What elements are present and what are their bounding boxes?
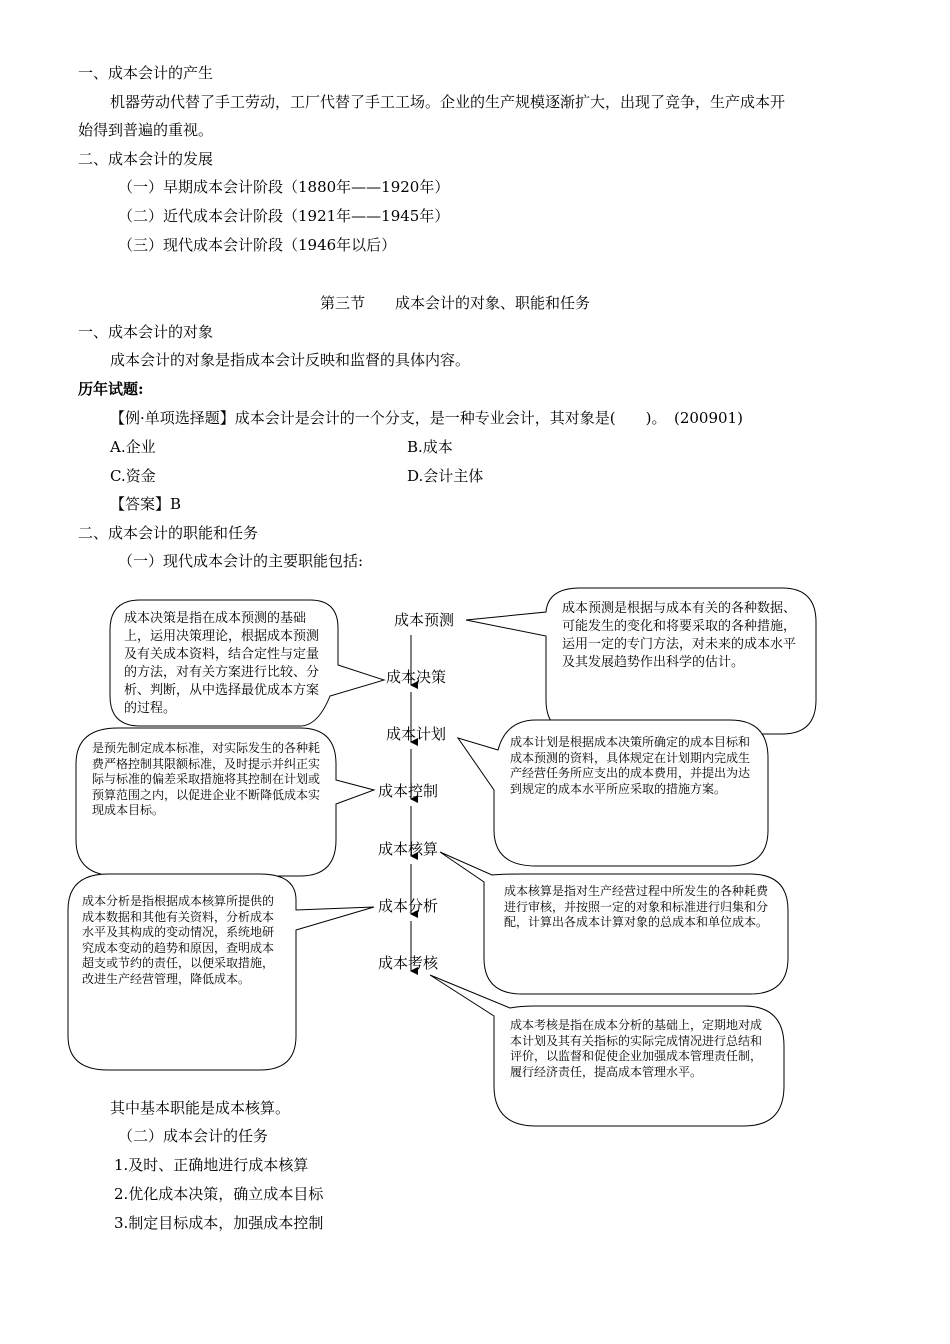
node-cost-analysis: 成本分析 [378, 897, 439, 915]
tasks-title: （二）成本会计的任务 [118, 1127, 269, 1145]
node-cost-forecast: 成本预测 [394, 611, 455, 629]
task-item-2: 2.优化成本决策，确立成本目标 [114, 1185, 324, 1203]
exam-label: 历年试题: [78, 380, 144, 398]
node-cost-plan: 成本计划 [386, 725, 447, 743]
task-item-1: 1.及时、正确地进行成本核算 [114, 1156, 309, 1174]
section-heading: 第三节 成本会计的对象、职能和任务 [320, 294, 591, 312]
functions-subtitle: （一）现代成本会计的主要职能包括: [118, 552, 364, 570]
node-cost-assessment: 成本考核 [378, 954, 439, 972]
note-accounting: 成本核算是指对生产经营过程中所发生的各种耗费进行审核，并按照一定的对象和标准进行归集和分配，计算出各成本计算对象的总成本和单位成本。 [504, 884, 769, 929]
exam-option-b: B.成本 [407, 438, 453, 456]
note-analysis: 成本分析是指根据成本核算所提供的成本数据和其他有关资料，分析成本水平及其构成的变动情况，系统地研究成本变动的趋势和原因，查明成本超支或节约的责任，以便采取措施，改进生产经营管理，降低成本。 [82, 894, 275, 986]
exam-question: 【例·单项选择题】成本会计是会计的一个分支，是一种专业会计，其对象是( )。 (200901) [110, 409, 743, 427]
basic-function-text: 其中基本职能是成本核算。 [110, 1099, 291, 1117]
note-plan: 成本计划是根据成本决策所确定的成本目标和成本预测的资料，具体规定在计划期内完成生产经营任务所应支出的成本费用，并提出为达到规定的成本水平所应采取的措施方案。 [510, 735, 751, 796]
task-item-3: 3.制定目标成本，加强成本控制 [114, 1214, 324, 1232]
object-title: 一、成本会计的对象 [78, 323, 214, 341]
development-stage-2: （二）近代成本会计阶段（1921年——1945年） [118, 207, 450, 225]
node-cost-decision: 成本决策 [386, 668, 447, 686]
note-control: 是预先制定成本标准，对实际发生的各种耗费严格控制其限额标准，及时提示并纠正实际与标准的偏差采取措施将其控制在计划或预算范围之内，以促进企业不断降低成本实现成本目标。 [92, 741, 321, 817]
section-title-development: 二、成本会计的发展 [78, 150, 214, 168]
note-forecast: 成本预测是根据与成本有关的各种数据、可能发生的变化和将要采取的各种措施，运用一定的专门方法，对未来的成本水平及其发展趋势作出科学的估计。 [562, 601, 797, 670]
node-cost-accounting: 成本核算 [378, 840, 439, 858]
node-cost-control: 成本控制 [378, 782, 439, 800]
development-stage-1: （一）早期成本会计阶段（1880年——1920年） [118, 178, 450, 196]
note-decision: 成本决策是指在成本预测的基础上，运用决策理论，根据成本预测及有关成本资料，结合定性与定量的方法，对有关方案进行比较、分析、判断，从中选择最优成本方案的过程。 [124, 611, 320, 716]
note-assessment: 成本考核是指在成本分析的基础上，定期地对成本计划及其有关指标的实际完成情况进行总结和评价，以监督和促使企业加强成本管理责任制，履行经济责任，提高成本管理水平。 [510, 1018, 763, 1079]
exam-option-c: C.资金 [110, 467, 156, 485]
object-text: 成本会计的对象是指成本会计反映和监督的具体内容。 [110, 351, 471, 369]
exam-answer: 【答案】B [110, 495, 182, 513]
origin-paragraph-line2: 始得到普遍的重视。 [78, 121, 214, 139]
section-title-origin: 一、成本会计的产生 [78, 64, 214, 82]
origin-paragraph-line1: 机器劳动代替了手工劳动，工厂代替了手工工场。企业的生产规模逐渐扩大，出现了竞争，生产成本开 [110, 93, 786, 111]
exam-option-d: D.会计主体 [407, 467, 484, 485]
functions-title: 二、成本会计的职能和任务 [78, 524, 259, 542]
development-stage-3: （三）现代成本会计阶段（1946年以后） [118, 236, 397, 254]
exam-option-a: A.企业 [110, 438, 156, 456]
